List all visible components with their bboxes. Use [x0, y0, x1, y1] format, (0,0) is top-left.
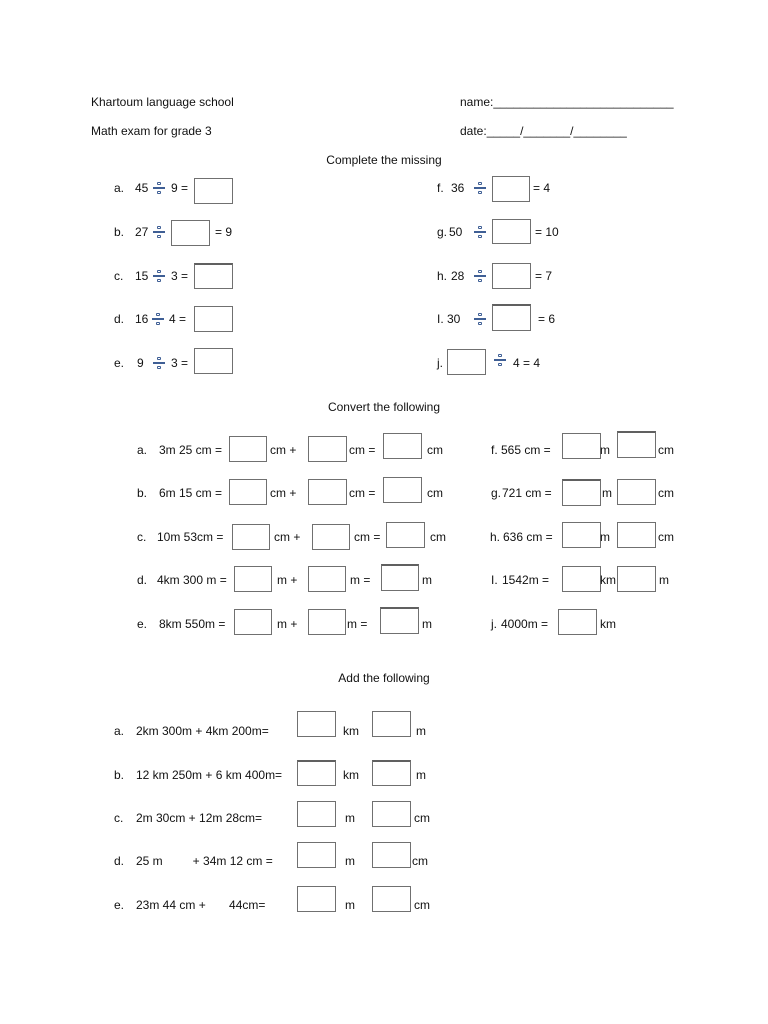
answer-box[interactable] [308, 566, 346, 592]
unit-label: cm [414, 898, 430, 912]
answer-box[interactable] [308, 436, 347, 462]
unit-label: cm = [349, 443, 376, 457]
unit-label: m [345, 811, 355, 825]
answer-box[interactable] [372, 760, 411, 786]
row-label: b. [114, 768, 125, 782]
answer-box[interactable] [297, 842, 336, 868]
row-label: e. [137, 617, 148, 631]
unit-label: m + [277, 573, 298, 587]
unit-label: cm [427, 443, 443, 457]
answer-box[interactable] [558, 609, 597, 635]
answer-box[interactable] [447, 349, 486, 375]
row-label: b. [137, 486, 148, 500]
answer-box[interactable] [372, 711, 411, 737]
answer-box[interactable] [617, 566, 656, 592]
row-label: f. [491, 443, 498, 457]
dividend: 16 [135, 312, 149, 326]
answer-box[interactable] [386, 522, 425, 548]
division-icon [474, 182, 486, 194]
answer-box[interactable] [232, 524, 270, 550]
dividend: 27 [135, 225, 149, 239]
section-title-convert: Convert the following [327, 400, 441, 414]
row-expression: 721 cm = [502, 486, 552, 500]
unit-label: cm + [270, 443, 297, 457]
unit-label: cm [414, 811, 430, 825]
row-label: f. [437, 181, 444, 195]
row-expression: 23m 44 cm + 44cm= [136, 898, 266, 912]
row-expression: 565 cm = [501, 443, 551, 457]
unit-label: m [345, 854, 355, 868]
answer-box[interactable] [308, 479, 347, 505]
row-label: e. [114, 898, 125, 912]
answer-box[interactable] [234, 609, 272, 635]
exam-title: Math exam for grade 3 [91, 124, 212, 138]
row-label: g. [491, 486, 502, 500]
row-label: I. [437, 312, 444, 326]
unit-label: cm + [274, 530, 301, 544]
answer-box[interactable] [297, 711, 336, 737]
answer-box[interactable] [229, 436, 267, 462]
answer-box[interactable] [171, 220, 210, 246]
row-label: j. [437, 356, 443, 370]
dividend: 15 [135, 269, 149, 283]
dividend: 9 [137, 356, 144, 370]
unit-label: m [416, 768, 426, 782]
answer-box[interactable] [562, 522, 601, 548]
row-expression: 4km 300 m = [157, 573, 227, 587]
answer-box[interactable] [297, 886, 336, 912]
row-label: c. [114, 811, 124, 825]
school-name: Khartoum language school [91, 95, 234, 109]
answer-box[interactable] [617, 522, 656, 548]
row-expression: 25 m + 34m 12 cm = [136, 854, 273, 868]
row-suffix: 9 = [171, 181, 189, 195]
row-expression: 8km 550m = [159, 617, 226, 631]
answer-box[interactable] [562, 566, 601, 592]
name-field[interactable] [460, 95, 674, 109]
unit-label: cm + [270, 486, 297, 500]
unit-label: m [422, 573, 432, 587]
answer-box[interactable] [562, 433, 601, 459]
division-icon [153, 357, 165, 369]
row-expression: 2m 30cm + 12m 28cm= [136, 811, 263, 825]
unit-label: m = [350, 573, 371, 587]
answer-box[interactable] [308, 609, 346, 635]
row-label: d. [114, 312, 125, 326]
answer-box[interactable] [372, 886, 411, 912]
row-suffix: 4 = 4 [513, 356, 541, 370]
unit-label: cm [658, 486, 674, 500]
unit-label: cm = [354, 530, 381, 544]
unit-label: km [343, 768, 359, 782]
row-label: a. [137, 443, 148, 457]
row-suffix: = 4 [533, 181, 551, 195]
answer-box[interactable] [372, 801, 411, 827]
answer-box[interactable] [383, 477, 422, 503]
answer-box[interactable] [383, 433, 422, 459]
answer-box[interactable] [617, 479, 656, 505]
row-label: d. [114, 854, 125, 868]
division-icon [152, 313, 164, 325]
row-expression: 1542m = [502, 573, 550, 587]
row-label: e. [114, 356, 125, 370]
name-label: name: [460, 95, 494, 109]
unit-label: cm = [349, 486, 376, 500]
row-label: c. [137, 530, 147, 544]
row-suffix: = 10 [535, 225, 559, 239]
unit-label: m [600, 530, 610, 544]
answer-box[interactable] [229, 479, 267, 505]
unit-label: m [422, 617, 432, 631]
row-label: h. [490, 530, 501, 544]
answer-box[interactable] [194, 348, 233, 374]
answer-box[interactable] [297, 801, 336, 827]
answer-box[interactable] [562, 479, 601, 506]
unit-label: m [345, 898, 355, 912]
answer-box[interactable] [492, 263, 531, 289]
dividend: 50 [449, 225, 463, 239]
row-expression: 12 km 250m + 6 km 400m= [136, 768, 283, 782]
row-expression: 636 cm = [503, 530, 553, 544]
date-field[interactable] [460, 124, 627, 138]
row-suffix: = 9 [215, 225, 233, 239]
row-suffix: = 7 [535, 269, 553, 283]
row-label: c. [114, 269, 124, 283]
unit-label: cm [412, 854, 428, 868]
row-suffix: = 6 [538, 312, 556, 326]
date-blank: _____/_______/________ [486, 124, 627, 138]
unit-label: km [600, 573, 616, 587]
division-icon [474, 226, 486, 238]
division-icon [153, 182, 165, 194]
unit-label: m [416, 724, 426, 738]
dividend: 36 [451, 181, 465, 195]
answer-box[interactable] [492, 176, 530, 202]
unit-label: km [600, 617, 616, 631]
unit-label: cm [658, 443, 674, 457]
section-title-complete-missing: Complete the missing [326, 153, 442, 167]
unit-label: cm [430, 530, 446, 544]
row-expression: 2km 300m + 4km 200m= [136, 724, 269, 738]
unit-label: m = [347, 617, 368, 631]
division-icon [474, 313, 486, 325]
answer-box[interactable] [492, 219, 531, 244]
answer-box[interactable] [380, 607, 419, 634]
answer-box[interactable] [312, 524, 350, 550]
section-title-add: Add the following [338, 671, 430, 685]
unit-label: m [602, 486, 612, 500]
answer-box[interactable] [617, 431, 656, 458]
unit-label: cm [658, 530, 674, 544]
row-label: g. [437, 225, 448, 239]
division-icon [494, 354, 506, 366]
name-blank: ___________________________ [493, 95, 674, 109]
row-label: a. [114, 724, 125, 738]
dividend: 45 [135, 181, 149, 195]
row-label: a. [114, 181, 125, 195]
row-label: d. [137, 573, 148, 587]
dividend: 30 [447, 312, 461, 326]
answer-box[interactable] [297, 760, 336, 786]
row-suffix: 4 = [169, 312, 187, 326]
row-suffix: 3 = [171, 269, 189, 283]
row-suffix: 3 = [171, 356, 189, 370]
row-label: I. [491, 573, 498, 587]
division-icon [153, 270, 165, 282]
answer-box[interactable] [194, 306, 233, 332]
division-icon [474, 270, 486, 282]
unit-label: cm [427, 486, 443, 500]
division-icon [153, 226, 165, 238]
row-expression: 3m 25 cm = [159, 443, 223, 457]
answer-box[interactable] [381, 564, 419, 591]
row-expression: 4000m = [501, 617, 549, 631]
unit-label: km [343, 724, 359, 738]
row-label: j. [491, 617, 497, 631]
unit-label: m [600, 443, 610, 457]
answer-box[interactable] [492, 304, 531, 331]
row-label: b. [114, 225, 125, 239]
answer-box[interactable] [194, 178, 233, 204]
date-label: date: [460, 124, 487, 138]
row-expression: 6m 15 cm = [159, 486, 223, 500]
row-label: h. [437, 269, 448, 283]
dividend: 28 [451, 269, 465, 283]
answer-box[interactable] [372, 842, 411, 868]
unit-label: m + [277, 617, 298, 631]
answer-box[interactable] [194, 263, 233, 289]
unit-label: m [659, 573, 669, 587]
row-expression: 10m 53cm = [157, 530, 224, 544]
answer-box[interactable] [234, 566, 272, 592]
